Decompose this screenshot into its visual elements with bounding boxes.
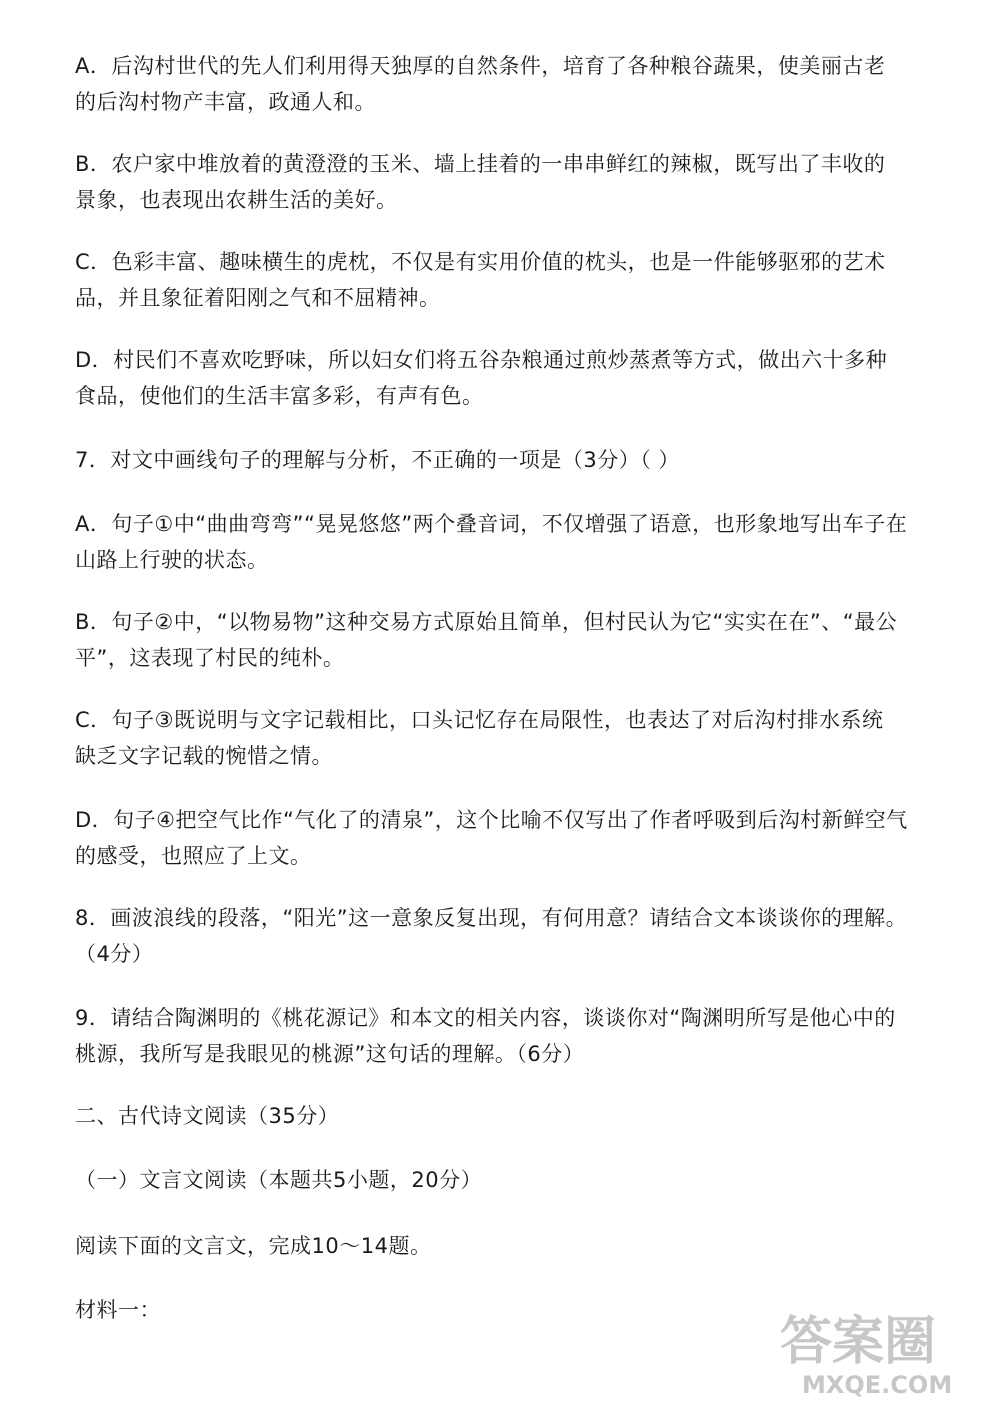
text-line: 的感受，也照应了上文。 — [75, 844, 312, 868]
text-line: （一）文言文阅读（本题共5小题，20分） — [75, 1168, 483, 1192]
text-line: A．句子①中“曲曲弯弯”“晃晃悠悠”两个叠音词，不仅增强了语意，也形象地写出车子在 — [75, 512, 908, 536]
text-line: D．村民们不喜欢吃野味，所以妇女们将五谷杂粮通过煎炒蒸煮等方式，做出六十多种 — [75, 348, 888, 372]
text-line: 山路上行驶的状态。 — [75, 548, 269, 572]
q6-option-c — [75, 244, 935, 316]
watermark-logo-icon — [772, 1301, 982, 1401]
text-line: C．色彩丰富、趣味横生的虎枕，不仅是有实用价值的枕头，也是一件能够驱邪的艺术 — [75, 250, 886, 274]
q7-option-c — [75, 702, 935, 774]
watermark-sub-text: MXQE.COM — [802, 1371, 953, 1399]
text-line: 7．对文中画线句子的理解与分析，不正确的一项是（3分）（ ） — [75, 448, 680, 472]
text-line: B．农户家中堆放着的黄澄澄的玉米、墙上挂着的一串串鲜红的辣椒，既写出了丰收的 — [75, 152, 886, 176]
q9-stem — [75, 1000, 935, 1072]
text-line: A．后沟村世代的先人们利用得天独厚的自然条件，培育了各种粮谷蔬果，使美丽古老 — [75, 54, 886, 78]
q6-option-d — [75, 342, 935, 414]
q6-option-b — [75, 146, 935, 218]
text-line: 食品，使他们的生活丰富多彩，有声有色。 — [75, 384, 484, 408]
text-line: 景象，也表现出农耕生活的美好。 — [75, 188, 398, 212]
text-line: C．句子③既说明与文字记载相比，口头记忆存在局限性，也表达了对后沟村排水系统 — [75, 708, 884, 732]
q7-stem — [75, 442, 935, 478]
q6-option-a — [75, 48, 935, 120]
text-line: （4分） — [75, 942, 154, 966]
q8-stem — [75, 900, 935, 972]
q7-option-b — [75, 604, 935, 676]
q7-option-d — [75, 802, 935, 874]
text-line: B．句子②中，“以物易物”这种交易方式原始且简单，但村民认为它“实实在在”、“最公 — [75, 610, 898, 634]
reading-instruction — [75, 1228, 935, 1264]
text-line: 二、古代诗文阅读（35分） — [75, 1104, 340, 1128]
text-line: 8．画波浪线的段落，“阳光”这一意象反复出现，有何用意？请结合文本谈谈你的理解。 — [75, 906, 908, 930]
text-line: 阅读下面的文言文，完成10～14题。 — [75, 1234, 432, 1258]
text-line: 材料一： — [75, 1298, 161, 1322]
q7-option-a — [75, 506, 935, 578]
text-line: 桃源，我所写是我眼见的桃源”这句话的理解。（6分） — [75, 1042, 585, 1066]
text-line: 品，并且象征着阳刚之气和不屈精神。 — [75, 286, 441, 310]
text-line: D．句子④把空气比作“气化了的清泉”，这个比喻不仅写出了作者呼吸到后沟村新鲜空气 — [75, 808, 908, 832]
subsection-1-heading — [75, 1162, 935, 1198]
text-line: 平”，这表现了村民的纯朴。 — [75, 646, 345, 670]
text-line: 的后沟村物产丰富，政通人和。 — [75, 90, 376, 114]
section-2-heading — [75, 1098, 935, 1134]
site-watermark — [772, 1301, 982, 1401]
text-line: 9．请结合陶渊明的《桃花源记》和本文的相关内容，谈谈你对“陶渊明所写是他心中的 — [75, 1006, 896, 1030]
text-line: 缺乏文字记载的惋惜之情。 — [75, 744, 333, 768]
watermark-main-text: 答案圈 — [780, 1312, 937, 1372]
